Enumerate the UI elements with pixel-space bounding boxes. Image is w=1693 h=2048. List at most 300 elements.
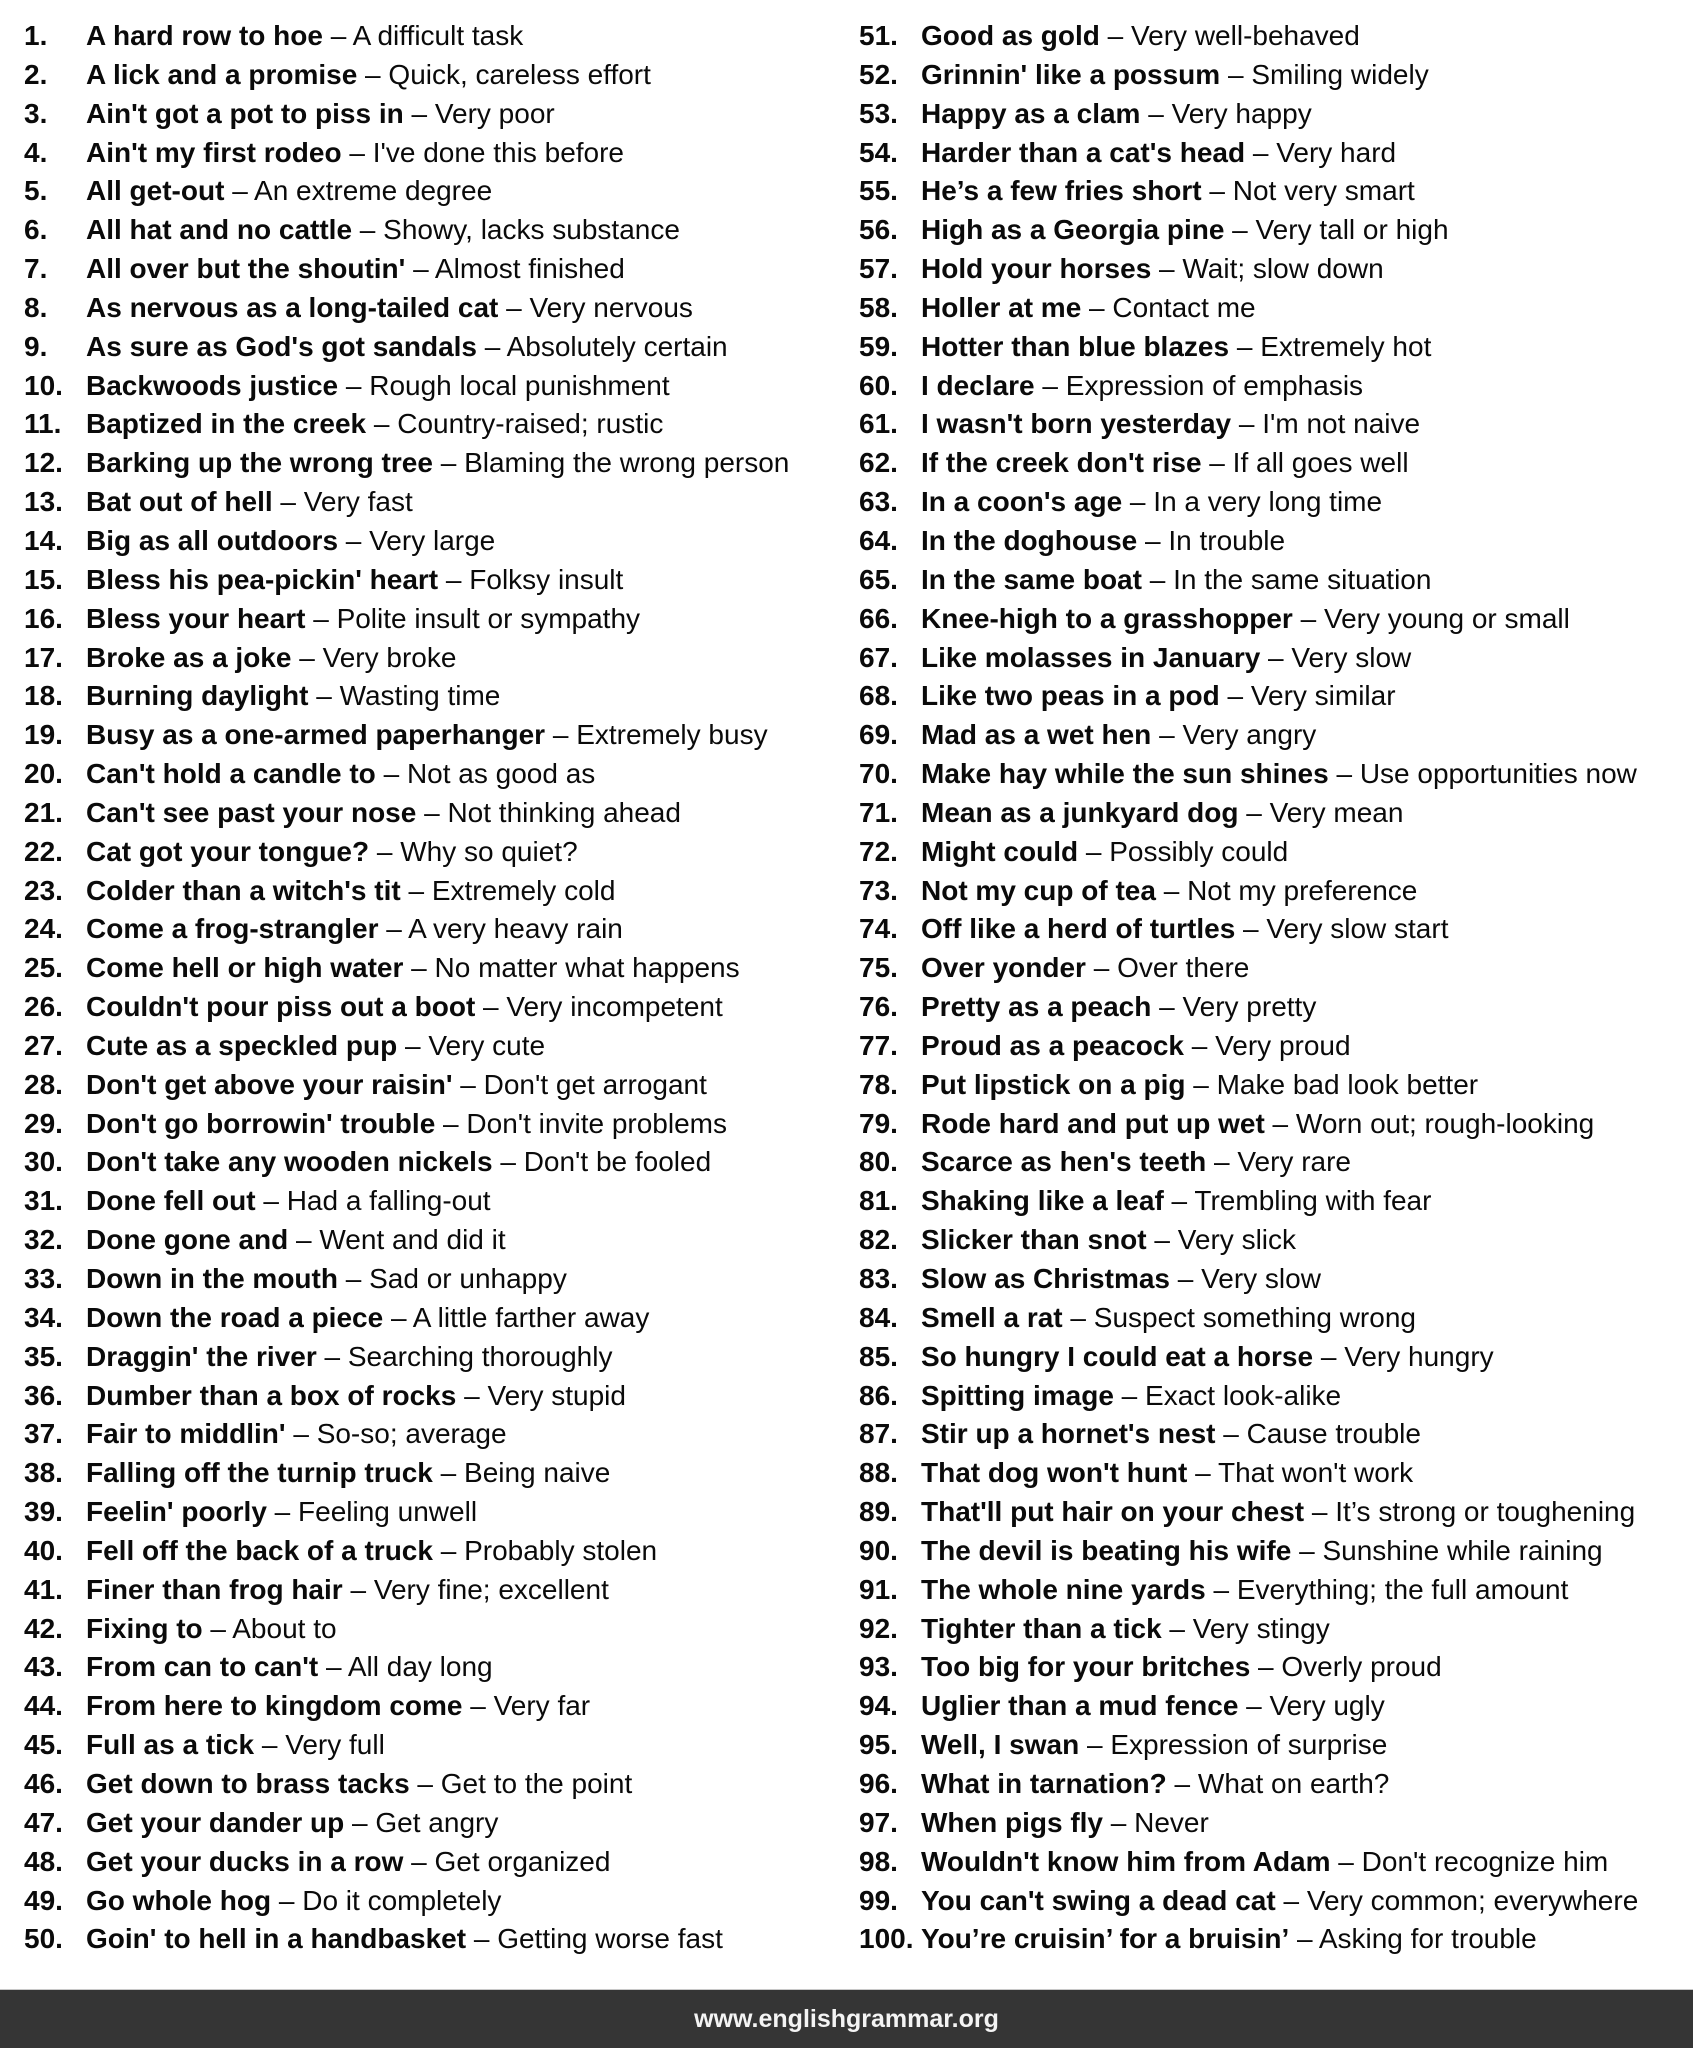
item-number: 98. xyxy=(859,1845,898,1877)
item-text xyxy=(921,1804,1209,1843)
item-number: 73. xyxy=(859,874,898,906)
dash-separator: – xyxy=(403,952,435,984)
list-item xyxy=(24,872,844,911)
idiom-term: Bless your heart xyxy=(86,602,306,634)
dash-separator: – xyxy=(1085,952,1118,984)
item-text xyxy=(86,134,624,173)
dash-separator: – xyxy=(1220,58,1252,90)
dash-separator: – xyxy=(432,1534,465,1566)
list-item xyxy=(24,328,844,367)
item-text xyxy=(86,1920,723,1959)
idiom-definition: A little farther away xyxy=(412,1301,650,1333)
idiom-definition: Quick, careless effort xyxy=(388,58,651,90)
item-number: 93. xyxy=(859,1651,898,1683)
idiom-term: As nervous as a long-tailed cat xyxy=(86,291,499,323)
item-number: 69. xyxy=(859,719,898,751)
item-text xyxy=(86,1454,610,1493)
list-item xyxy=(24,716,844,755)
item-text xyxy=(86,1221,506,1260)
dash-separator: – xyxy=(224,175,255,207)
item-text xyxy=(921,639,1411,678)
item-number: 25. xyxy=(24,952,63,984)
idiom-term: That dog won't hunt xyxy=(921,1457,1188,1489)
dash-separator: – xyxy=(403,1845,435,1877)
idiom-term: Ain't got a pot to piss in xyxy=(86,97,404,129)
idiom-term: Bless his pea-pickin' heart xyxy=(86,563,439,595)
list-item xyxy=(24,250,844,289)
list-item xyxy=(859,1726,1689,1765)
item-number: 40. xyxy=(24,1534,63,1566)
idiom-term: Don't go borrowin' trouble xyxy=(86,1107,436,1139)
item-number: 21. xyxy=(24,796,63,828)
dash-separator: – xyxy=(352,214,384,246)
dash-separator: – xyxy=(338,524,370,556)
item-number: 41. xyxy=(24,1573,63,1605)
item-text xyxy=(921,56,1429,95)
idiom-term: Cat got your tongue? xyxy=(86,835,370,867)
list-item xyxy=(24,1105,844,1144)
list-item xyxy=(859,17,1689,56)
idiom-term: Tighter than a tick xyxy=(921,1612,1162,1644)
item-text xyxy=(86,872,615,911)
item-number: 22. xyxy=(24,835,63,867)
item-number: 16. xyxy=(24,602,63,634)
item-text xyxy=(86,1882,501,1921)
item-text xyxy=(921,211,1449,250)
item-number: 31. xyxy=(24,1185,63,1217)
idiom-list xyxy=(0,17,1693,1977)
idiom-term: All hat and no cattle xyxy=(86,214,353,246)
dash-separator: – xyxy=(1328,758,1360,790)
dash-separator: – xyxy=(383,1301,413,1333)
idiom-definition: In trouble xyxy=(1168,524,1286,556)
dash-separator: – xyxy=(1238,796,1270,828)
dash-separator: – xyxy=(1224,214,1256,246)
item-number: 46. xyxy=(24,1767,63,1799)
item-number: 37. xyxy=(24,1418,63,1450)
idiom-definition: I'm not naive xyxy=(1262,408,1421,440)
idiom-term: As sure as God's got sandals xyxy=(86,330,478,362)
idiom-term: So hungry I could eat a horse xyxy=(921,1340,1314,1372)
idiom-definition: Very angry xyxy=(1182,719,1317,751)
item-number: 33. xyxy=(24,1263,63,1294)
idiom-definition: In a very long time xyxy=(1153,486,1383,518)
item-text xyxy=(921,1415,1421,1454)
item-number: 47. xyxy=(24,1806,63,1838)
dash-separator: – xyxy=(1231,408,1263,440)
idiom-term: Scarce as hen's teeth xyxy=(921,1146,1207,1178)
item-text xyxy=(921,1027,1351,1066)
item-text xyxy=(86,794,681,833)
item-text xyxy=(921,755,1637,794)
idiom-term: Come hell or high water xyxy=(86,952,404,984)
idiom-definition: Very happy xyxy=(1171,97,1312,129)
idiom-definition: Almost finished xyxy=(434,253,625,285)
idiom-definition: Very tall or high xyxy=(1255,214,1449,246)
item-text xyxy=(921,134,1396,173)
idiom-term: Fixing to xyxy=(86,1612,203,1644)
item-text xyxy=(86,988,723,1027)
item-number: 77. xyxy=(859,1029,898,1061)
idiom-definition: Sad or unhappy xyxy=(369,1263,567,1294)
idiom-term: Smell a rat xyxy=(921,1301,1063,1333)
idiom-term: Get your dander up xyxy=(86,1806,345,1838)
list-item xyxy=(859,1882,1689,1921)
list-item xyxy=(859,988,1689,1027)
idiom-definition: Very young or small xyxy=(1323,602,1570,634)
idiom-term: Off like a herd of turtles xyxy=(921,913,1236,945)
item-text xyxy=(86,1143,711,1182)
idiom-term: Slow as Christmas xyxy=(921,1263,1170,1294)
idiom-definition: In the same situation xyxy=(1173,563,1432,595)
item-text xyxy=(921,1377,1341,1416)
item-number: 45. xyxy=(24,1729,63,1761)
item-number: 56. xyxy=(859,214,898,246)
list-item xyxy=(24,1338,844,1377)
item-number: 100. xyxy=(859,1923,914,1955)
item-text xyxy=(86,639,456,678)
idiom-definition: Over there xyxy=(1117,952,1250,984)
item-text xyxy=(921,1610,1330,1649)
idiom-definition: Very slow xyxy=(1201,1263,1321,1294)
dash-separator: – xyxy=(432,447,465,479)
item-number: 89. xyxy=(859,1496,898,1528)
item-text xyxy=(86,716,768,755)
idiom-term: Backwoods justice xyxy=(86,369,339,401)
list-item xyxy=(24,1454,844,1493)
item-text xyxy=(921,1648,1442,1687)
item-number: 88. xyxy=(859,1457,898,1489)
idiom-term: Go whole hog xyxy=(86,1884,272,1916)
item-text xyxy=(86,95,555,134)
list-item xyxy=(24,444,844,483)
item-text xyxy=(921,910,1448,949)
item-text xyxy=(921,1260,1321,1299)
item-text xyxy=(86,1687,590,1726)
list-item xyxy=(859,1377,1689,1416)
idiom-definition: Asking for trouble xyxy=(1318,1923,1537,1955)
dash-separator: – xyxy=(291,641,323,673)
dash-separator: – xyxy=(318,1651,348,1683)
item-number: 50. xyxy=(24,1923,63,1955)
idiom-term: When pigs fly xyxy=(921,1806,1103,1838)
item-text xyxy=(921,483,1382,522)
item-number: 68. xyxy=(859,680,898,712)
list-item xyxy=(24,483,844,522)
list-item xyxy=(24,600,844,639)
dash-separator: – xyxy=(271,1884,303,1916)
idiom-definition: Very incompetent xyxy=(506,991,723,1023)
item-number: 81. xyxy=(859,1185,898,1217)
idiom-definition: Expression of emphasis xyxy=(1065,369,1364,401)
dash-separator: – xyxy=(378,913,409,945)
dash-separator: – xyxy=(1330,1845,1362,1877)
item-text xyxy=(86,211,680,250)
list-item xyxy=(24,1066,844,1105)
item-text xyxy=(921,1105,1594,1144)
item-text xyxy=(86,600,640,639)
list-item xyxy=(859,1182,1689,1221)
idiom-definition: Possibly could xyxy=(1109,835,1289,867)
item-number: 76. xyxy=(859,991,898,1023)
list-item xyxy=(859,1493,1689,1532)
item-text xyxy=(921,1182,1431,1221)
list-item xyxy=(859,755,1689,794)
idiom-term: From here to kingdom come xyxy=(86,1690,463,1722)
idiom-definition: Very rare xyxy=(1237,1146,1351,1178)
idiom-term: Harder than a cat's head xyxy=(921,136,1246,168)
item-number: 15. xyxy=(24,563,63,595)
idiom-term: Knee-high to a grasshopper xyxy=(921,602,1293,634)
item-number: 34. xyxy=(24,1301,63,1333)
idiom-term: In a coon's age xyxy=(921,486,1123,518)
idiom-definition: Absolutely certain xyxy=(506,330,728,362)
list-item xyxy=(24,1299,844,1338)
item-text xyxy=(86,328,728,367)
item-text xyxy=(86,405,663,444)
idiom-term: Hotter than blue blazes xyxy=(921,330,1230,362)
idiom-definition: Very poor xyxy=(434,97,555,129)
idiom-definition: Don't recognize him xyxy=(1361,1845,1609,1877)
idiom-definition: Very ugly xyxy=(1269,1690,1385,1722)
list-item xyxy=(24,17,844,56)
list-item xyxy=(859,483,1689,522)
dash-separator: – xyxy=(1146,1224,1178,1256)
dash-separator: – xyxy=(357,58,389,90)
idiom-definition: Extremely busy xyxy=(576,719,768,751)
list-item xyxy=(24,56,844,95)
idiom-definition: Rough local punishment xyxy=(369,369,670,401)
list-item xyxy=(859,405,1689,444)
item-text xyxy=(86,56,651,95)
dash-separator: – xyxy=(1166,1767,1198,1799)
idiom-definition: Very well-behaved xyxy=(1131,20,1360,51)
item-number: 54. xyxy=(859,136,898,168)
dash-separator: – xyxy=(322,20,353,51)
idiom-term: Dumber than a box of rocks xyxy=(86,1379,457,1411)
item-number: 90. xyxy=(859,1534,898,1566)
idiom-term: Like two peas in a pod xyxy=(921,680,1220,712)
idiom-definition: Not thinking ahead xyxy=(447,796,681,828)
dash-separator: – xyxy=(1078,835,1110,867)
idiom-definition: Very cute xyxy=(428,1029,546,1061)
item-number: 18. xyxy=(24,680,63,712)
item-number: 28. xyxy=(24,1068,63,1100)
list-item xyxy=(24,1143,844,1182)
dash-separator: – xyxy=(308,680,340,712)
item-text xyxy=(921,1066,1478,1105)
idiom-definition: Extremely cold xyxy=(431,874,616,906)
idiom-definition: Don't be fooled xyxy=(523,1146,712,1178)
item-text xyxy=(86,677,500,716)
idiom-definition: Exact look-alike xyxy=(1145,1379,1342,1411)
item-text xyxy=(86,444,789,483)
item-number: 60. xyxy=(859,369,898,401)
list-item xyxy=(859,794,1689,833)
item-text xyxy=(86,289,693,328)
idiom-term: Happy as a clam xyxy=(921,97,1141,129)
idiom-term: Wouldn't know him from Adam xyxy=(921,1845,1331,1877)
idiom-term: The whole nine yards xyxy=(921,1573,1206,1605)
list-item xyxy=(24,405,844,444)
idiom-term: The devil is beating his wife xyxy=(921,1534,1292,1566)
idiom-definition: Never xyxy=(1134,1806,1209,1838)
list-item xyxy=(859,716,1689,755)
list-item xyxy=(859,1260,1689,1299)
list-item xyxy=(24,522,844,561)
item-text xyxy=(921,1493,1635,1532)
idiom-definition: Wait; slow down xyxy=(1182,253,1384,285)
item-number: 42. xyxy=(24,1612,63,1644)
item-text xyxy=(86,1571,609,1610)
item-text xyxy=(921,833,1288,872)
item-number: 20. xyxy=(24,758,63,790)
list-item xyxy=(24,289,844,328)
dash-separator: – xyxy=(492,1146,524,1178)
idiom-definition: Searching thoroughly xyxy=(347,1340,613,1372)
dash-separator: – xyxy=(1292,602,1324,634)
item-number: 10. xyxy=(24,369,63,401)
dash-separator: – xyxy=(1034,369,1066,401)
item-number: 83. xyxy=(859,1263,898,1294)
dash-separator: – xyxy=(1140,97,1172,129)
dash-separator: – xyxy=(397,1029,429,1061)
item-number: 74. xyxy=(859,913,898,945)
list-item xyxy=(24,1571,844,1610)
dash-separator: – xyxy=(316,1340,348,1372)
list-item xyxy=(859,250,1689,289)
idiom-term: What in tarnation? xyxy=(921,1767,1167,1799)
list-item xyxy=(859,1338,1689,1377)
item-text xyxy=(86,1338,612,1377)
dash-separator: – xyxy=(375,758,407,790)
idiom-definition: Folksy insult xyxy=(469,563,624,595)
list-item xyxy=(859,56,1689,95)
dash-separator: – xyxy=(1260,641,1292,673)
item-text xyxy=(86,172,492,211)
dash-separator: – xyxy=(1187,1457,1218,1489)
idiom-definition: Not very smart xyxy=(1232,175,1415,207)
list-item xyxy=(24,1765,844,1804)
website-link[interactable]: www.englishgrammar.org xyxy=(694,2004,999,2033)
item-text xyxy=(86,833,578,872)
item-number: 27. xyxy=(24,1029,63,1061)
item-text xyxy=(921,1299,1416,1338)
dash-separator: – xyxy=(462,1690,494,1722)
item-text xyxy=(921,17,1360,56)
list-item xyxy=(24,561,844,600)
item-text xyxy=(921,716,1316,755)
idiom-definition: What on earth? xyxy=(1197,1767,1390,1799)
item-text xyxy=(921,405,1420,444)
idiom-term: That'll put hair on your chest xyxy=(921,1496,1305,1528)
list-item xyxy=(859,95,1689,134)
right-column xyxy=(859,17,1689,1959)
idiom-definition: Very nervous xyxy=(529,291,693,323)
dash-separator: – xyxy=(288,1224,320,1256)
dash-separator: – xyxy=(409,1767,441,1799)
item-number: 24. xyxy=(24,913,63,945)
idiom-definition: Don't get arrogant xyxy=(483,1068,707,1100)
dash-separator: – xyxy=(1079,1729,1111,1761)
idiom-definition: Country-raised; rustic xyxy=(397,408,664,440)
idiom-definition: If all goes well xyxy=(1232,447,1409,479)
item-text xyxy=(86,755,595,794)
idiom-definition: Getting worse fast xyxy=(497,1923,723,1955)
dash-separator: – xyxy=(1099,20,1132,51)
idiom-definition: Not my preference xyxy=(1187,874,1418,906)
list-item xyxy=(859,328,1689,367)
idiom-term: Stir up a hornet's nest xyxy=(921,1418,1216,1450)
item-text xyxy=(921,1687,1385,1726)
idiom-term: High as a Georgia pine xyxy=(921,214,1225,246)
list-item xyxy=(24,1610,844,1649)
dash-separator: – xyxy=(1219,680,1251,712)
idiom-definition: Very hard xyxy=(1276,136,1397,168)
dash-separator: – xyxy=(369,835,401,867)
dash-separator: – xyxy=(475,991,507,1023)
idiom-term: Ain't my first rodeo xyxy=(86,136,342,168)
idiom-definition: Very large xyxy=(369,524,496,556)
item-text xyxy=(86,1648,493,1687)
idiom-term: A hard row to hoe xyxy=(86,20,323,51)
item-number: 19. xyxy=(24,719,63,751)
idiom-definition: Went and did it xyxy=(319,1224,506,1256)
idiom-definition: Very similar xyxy=(1250,680,1396,712)
item-text xyxy=(921,561,1431,600)
dash-separator: – xyxy=(416,796,448,828)
idiom-term: Mad as a wet hen xyxy=(921,719,1152,751)
idiom-definition: Being naive xyxy=(464,1457,611,1489)
idiom-definition: Use opportunities now xyxy=(1359,758,1637,790)
item-number: 70. xyxy=(859,758,898,790)
dash-separator: – xyxy=(1205,1573,1237,1605)
idiom-definition: Make bad look better xyxy=(1216,1068,1479,1100)
dash-separator: – xyxy=(1313,1340,1345,1372)
item-number: 11. xyxy=(24,408,62,440)
dash-separator: – xyxy=(1235,913,1267,945)
item-number: 43. xyxy=(24,1651,63,1683)
idiom-definition: All day long xyxy=(347,1651,493,1683)
list-item xyxy=(24,172,844,211)
item-number: 26. xyxy=(24,991,63,1023)
list-item xyxy=(24,833,844,872)
idiom-term: Falling off the turnip truck xyxy=(86,1457,433,1489)
idiom-term: Burning daylight xyxy=(86,680,309,712)
item-number: 3. xyxy=(24,97,48,129)
idiom-term: Draggin' the river xyxy=(86,1340,317,1372)
list-item xyxy=(24,677,844,716)
idiom-definition: Trembling with fear xyxy=(1194,1185,1432,1217)
idiom-term: I declare xyxy=(921,369,1035,401)
idiom-definition: An extreme degree xyxy=(254,175,493,207)
list-item xyxy=(859,444,1689,483)
idiom-term: In the same boat xyxy=(921,563,1142,595)
idiom-definition: Showy, lacks substance xyxy=(383,214,680,246)
idiom-definition: Very stupid xyxy=(487,1379,626,1411)
idiom-term: All over but the shoutin' xyxy=(86,253,406,285)
list-item xyxy=(859,1027,1689,1066)
dash-separator: – xyxy=(432,1457,465,1489)
dash-separator: – xyxy=(452,1068,484,1100)
dash-separator: – xyxy=(342,1573,374,1605)
dash-separator: – xyxy=(1151,253,1183,285)
item-text xyxy=(921,1143,1351,1182)
list-item xyxy=(859,522,1689,561)
item-number: 62. xyxy=(859,447,898,479)
item-text xyxy=(921,1765,1389,1804)
idiom-definition: Polite insult or sympathy xyxy=(336,602,641,634)
